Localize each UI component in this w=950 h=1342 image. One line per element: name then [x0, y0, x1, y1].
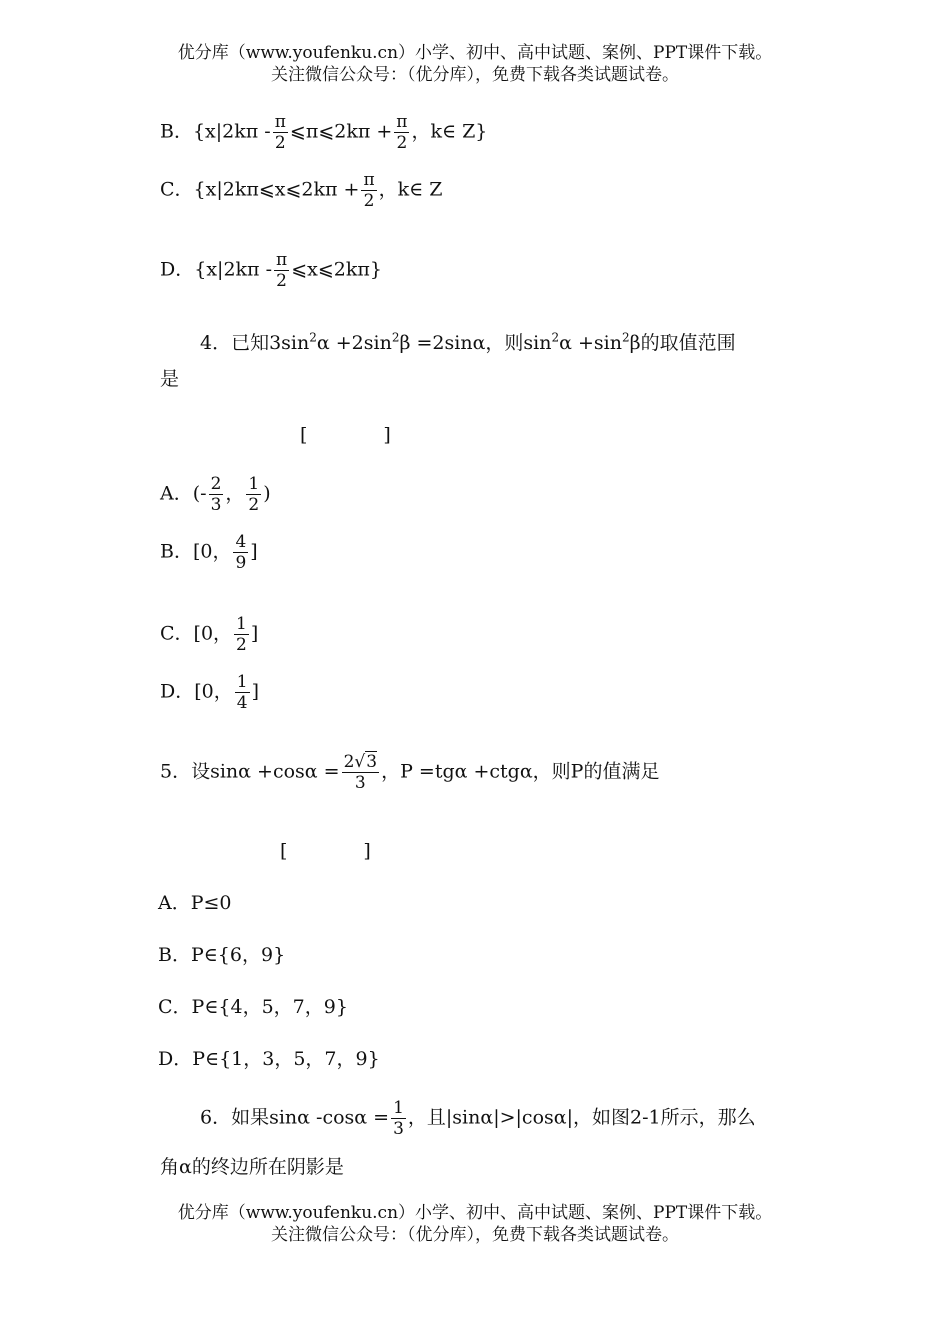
numerator: π — [276, 250, 288, 270]
q4-stem-e: β的取值范围 — [629, 332, 736, 354]
q3-option-c-label: C．{x|2kπ⩽x⩽2kπ + — [160, 178, 360, 201]
fraction — [246, 474, 261, 515]
q4-stem — [200, 328, 736, 355]
fraction — [234, 614, 249, 655]
numerator: 1 — [248, 474, 260, 494]
q5-answer-bracket: [ ] — [280, 840, 371, 862]
q5-option-b: B．P∈{6，9} — [158, 944, 286, 966]
q6-stem-line-2: 角α的终边所在阴影是 — [160, 1156, 344, 1178]
q3-option-c-tail: ，k∈ Z — [378, 178, 443, 201]
q3-option-b-mid: ⩽π⩽2kπ + — [289, 120, 393, 143]
q3-option-b-tail: ，k∈ Z} — [411, 120, 488, 143]
superscript: 2 — [391, 330, 400, 345]
q4-option-b-label: B．[0， — [160, 540, 232, 563]
q4-stem-b: α +2sin — [316, 332, 392, 354]
numerator: π — [363, 170, 375, 190]
q4-stem-c: β =2sinα，则sin — [399, 332, 552, 354]
denominator: 3 — [393, 1119, 404, 1139]
denominator: 2 — [236, 635, 247, 655]
q6-stem-b: ，且|sinα|>|cosα|，如图2-1所示，那么 — [407, 1106, 756, 1129]
fraction — [342, 752, 380, 793]
q4-option-d — [160, 672, 259, 713]
header-line-1: 优分库（www.youfenku.cn）小学、初中、高中试题、案例、PPT课件下载。 — [177, 43, 773, 63]
numerator: π — [396, 112, 408, 132]
q5-option-d: D．P∈{1，3，5，7，9} — [158, 1048, 380, 1070]
q4-option-a-label: A．(- — [160, 482, 207, 505]
q4-option-c-label: C．[0， — [160, 622, 233, 645]
q5-stem — [160, 752, 659, 793]
q3-option-b — [160, 112, 487, 153]
q4-option-b-tail: ] — [250, 540, 258, 563]
denominator: 2 — [248, 495, 260, 515]
footer-line-1: 优分库（www.youfenku.cn）小学、初中、高中试题、案例、PPT课件下载。 — [177, 1203, 773, 1223]
q4-option-a — [160, 474, 271, 515]
denominator: 9 — [235, 553, 247, 573]
q4-stem-a: 4．已知3sin — [200, 332, 310, 354]
numerator: 1 — [236, 672, 248, 692]
numerator: 2 — [210, 474, 222, 494]
q6-stem-a: 6．如果sinα -cosα = — [200, 1106, 390, 1129]
footer-line-2: 关注微信公众号：（优分库），免费下载各类试题试卷。 — [271, 1225, 679, 1245]
q5-stem-a: 5．设sinα +cosα = — [160, 760, 340, 783]
numerator — [342, 752, 380, 773]
radicand: 3 — [366, 752, 378, 772]
fraction — [391, 1098, 406, 1139]
q5-option-a: A．P≤0 — [158, 892, 232, 914]
superscript: 2 — [621, 330, 630, 345]
denominator: 3 — [210, 495, 222, 515]
q4-option-d-label: D．[0， — [160, 680, 233, 703]
q4-answer-bracket: [ ] — [300, 424, 391, 446]
q4-option-d-tail: ] — [251, 680, 259, 703]
denominator: 4 — [236, 693, 248, 713]
q3-option-d — [160, 250, 382, 291]
fraction — [235, 672, 250, 713]
q4-stem-d: α +sin — [559, 332, 622, 354]
superscript: 2 — [551, 330, 560, 345]
header-line-2: 关注微信公众号：（优分库），免费下载各类试题试卷。 — [271, 65, 679, 85]
numerator: 1 — [393, 1098, 404, 1118]
q5-option-c: C．P∈{4，5，7，9} — [158, 996, 348, 1018]
q3-option-b-label: B．{x|2kπ - — [160, 120, 271, 143]
fraction — [273, 112, 288, 153]
fraction — [361, 170, 376, 211]
q5-stem-b: ，P =tgα +ctgα，则P的值满足 — [381, 760, 660, 783]
fraction — [209, 474, 224, 515]
q4-stem-line-2: 是 — [160, 368, 180, 390]
q3-option-d-tail: ⩽x⩽2kπ} — [291, 258, 382, 281]
q3-option-c — [160, 170, 442, 211]
superscript: 2 — [309, 330, 317, 345]
q4-option-c-tail: ] — [250, 622, 259, 645]
numerator: π — [274, 112, 286, 132]
denominator: 2 — [274, 133, 286, 153]
denominator: 2 — [363, 191, 375, 211]
q6-stem — [200, 1098, 756, 1139]
q3-option-d-label: D．{x|2kπ - — [160, 258, 272, 281]
fraction — [394, 112, 409, 153]
separator: ， — [225, 482, 245, 505]
q4-option-c — [160, 614, 258, 655]
numerator: 4 — [235, 532, 247, 552]
denominator: 2 — [276, 271, 287, 291]
q4-option-a-tail: ) — [263, 482, 271, 505]
denominator: 3 — [354, 773, 366, 793]
numerator-coefficient: 2 — [343, 752, 355, 772]
numerator: 1 — [236, 614, 247, 634]
q4-option-b — [160, 532, 258, 573]
fraction — [274, 250, 289, 291]
fraction — [233, 532, 248, 573]
denominator: 2 — [396, 133, 408, 153]
sqrt-icon: √ — [354, 752, 366, 772]
